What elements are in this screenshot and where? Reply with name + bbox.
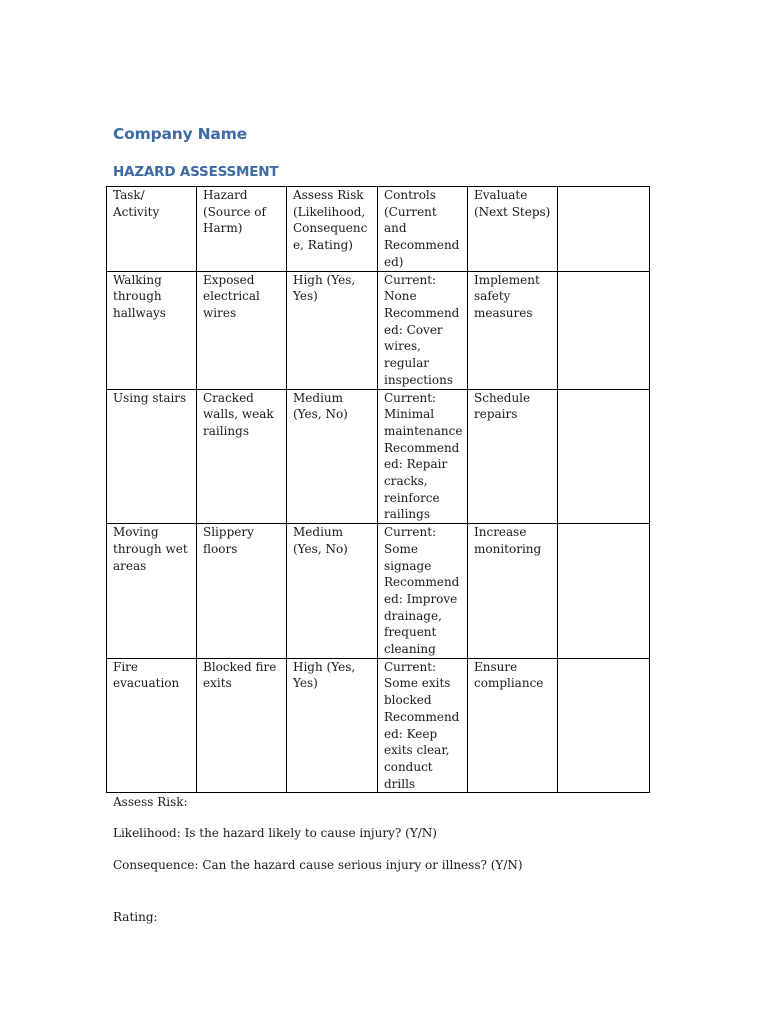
cell-line: drills: [384, 776, 416, 791]
cell-extra: [558, 658, 650, 793]
cell-extra: [558, 271, 650, 389]
cell-line: Moving: [113, 525, 159, 540]
cell-line: through: [113, 289, 162, 304]
cell-line: repairs: [474, 407, 518, 422]
cell-line: conduct: [384, 759, 433, 774]
cell-hazard: [197, 524, 287, 659]
cell-evaluate: [468, 524, 558, 659]
header-cell-evaluate: [468, 187, 558, 272]
cell-line: Recommend: [384, 440, 460, 455]
cell-line: exits: [203, 676, 232, 691]
assess-risk-label: Assess Risk:: [113, 795, 188, 809]
cell-evaluate: [468, 271, 558, 389]
cell-evaluate: [468, 658, 558, 793]
cell-line: electrical: [203, 289, 260, 304]
cell-line: None: [384, 289, 417, 304]
table-row: [107, 271, 650, 389]
cell-line: floors: [203, 541, 238, 556]
cell-line: e, Rating): [293, 238, 353, 253]
cell-task: [107, 389, 197, 524]
cell-line: safety: [474, 289, 511, 304]
table-row: [107, 389, 650, 524]
table-row: [107, 658, 650, 793]
cell-line: (Yes, No): [293, 541, 348, 556]
cell-line: Current:: [384, 272, 437, 287]
cell-line: ed: Repair: [384, 457, 448, 472]
cell-line: Minimal: [384, 407, 435, 422]
cell-line: wires: [203, 305, 237, 320]
cell-assess-risk: [287, 524, 378, 659]
rating-label: Rating:: [113, 910, 158, 924]
cell-line: (Yes, No): [293, 407, 348, 422]
cell-line: exits clear,: [384, 743, 450, 758]
cell-line: hallways: [113, 305, 166, 320]
header-cell-task: [107, 187, 197, 272]
cell-line: Implement: [474, 272, 540, 287]
cell-line: Fire: [113, 659, 139, 674]
cell-line: Exposed: [203, 272, 255, 287]
cell-line: (Source of: [203, 204, 266, 219]
cell-controls: [378, 271, 468, 389]
cell-line: Walking: [113, 272, 162, 287]
table-row: [107, 524, 650, 659]
cell-line: Controls: [384, 188, 436, 202]
cell-line: Increase: [474, 525, 527, 540]
cell-line: monitoring: [474, 541, 542, 556]
cell-line: Current:: [384, 525, 437, 540]
cell-line: Cracked: [203, 390, 254, 405]
cell-line: reinforce: [384, 490, 440, 505]
cell-line: Schedule: [474, 390, 531, 405]
cell-line: Ensure: [474, 659, 518, 674]
header-cell-controls: [378, 187, 468, 272]
cell-line: Assess Risk: [293, 188, 364, 202]
cell-line: Evaluate: [474, 188, 528, 202]
cell-line: Some: [384, 541, 418, 556]
section-title: HAZARD ASSESSMENT: [113, 164, 279, 180]
cell-extra: [558, 524, 650, 659]
cell-line: Harm): [203, 221, 243, 236]
cell-line: Slippery: [203, 525, 254, 540]
cell-line: areas: [113, 558, 147, 573]
cell-line: regular: [384, 356, 429, 371]
cell-hazard: [197, 658, 287, 793]
cell-line: Medium: [293, 525, 344, 540]
cell-line: ed: Improve: [384, 591, 458, 606]
cell-line: railings: [384, 507, 430, 522]
cell-line: Medium: [293, 390, 344, 405]
cell-controls: [378, 524, 468, 659]
cell-line: Activity: [113, 204, 160, 219]
cell-assess-risk: [287, 658, 378, 793]
cell-line: compliance: [474, 676, 544, 691]
cell-line: railings: [203, 423, 249, 438]
cell-task: [107, 271, 197, 389]
cell-line: (Likelihood,: [293, 204, 366, 219]
cell-line: Yes): [293, 289, 318, 304]
cell-line: Yes): [293, 676, 318, 691]
likelihood-note: Likelihood: Is the hazard likely to cause injury? (Y/N): [113, 826, 437, 840]
cell-line: Recommend: [384, 238, 460, 253]
cell-hazard: [197, 271, 287, 389]
cell-task: [107, 524, 197, 659]
cell-line: frequent: [384, 625, 437, 640]
cell-line: (Current and: [384, 204, 437, 236]
table-header-row: [107, 187, 650, 272]
header-cell-assess-risk: [287, 187, 378, 272]
cell-line: cleaning: [384, 642, 436, 657]
cell-line: ed: Keep: [384, 726, 438, 741]
cell-evaluate: [468, 389, 558, 524]
cell-line: Recommend: [384, 575, 460, 590]
header-cell-extra: [558, 187, 650, 272]
cell-line: Some exits: [384, 676, 451, 691]
cell-line: wires,: [384, 339, 421, 354]
cell-line: Task/: [113, 188, 145, 202]
cell-line: measures: [474, 305, 533, 320]
cell-controls: [378, 389, 468, 524]
cell-extra: [558, 389, 650, 524]
cell-line: walls, weak: [203, 407, 274, 422]
cell-controls: [378, 658, 468, 793]
cell-line: Using stairs: [113, 390, 187, 405]
cell-line: (Next Steps): [474, 204, 551, 219]
cell-line: signage: [384, 558, 432, 573]
cell-line: inspections: [384, 372, 453, 387]
cell-line: High (Yes,: [293, 272, 356, 287]
cell-line: cracks,: [384, 474, 428, 489]
cell-line: maintenance: [384, 423, 463, 438]
cell-line: through wet: [113, 541, 188, 556]
cell-line: ed): [384, 254, 404, 269]
cell-line: evacuation: [113, 676, 180, 691]
cell-line: ed: Cover: [384, 322, 443, 337]
hazard-assessment-table: [106, 186, 650, 793]
cell-assess-risk: [287, 271, 378, 389]
consequence-note: Consequence: Can the hazard cause serious injury or illness? (Y/N): [113, 858, 523, 872]
cell-line: Current:: [384, 659, 437, 674]
cell-assess-risk: [287, 389, 378, 524]
cell-line: Recommend: [384, 305, 460, 320]
cell-line: High (Yes,: [293, 659, 356, 674]
cell-line: blocked: [384, 693, 432, 708]
cell-hazard: [197, 389, 287, 524]
cell-line: Recommend: [384, 709, 460, 724]
cell-line: Current:: [384, 390, 437, 405]
cell-line: Hazard: [203, 188, 248, 202]
cell-line: Blocked fire: [203, 659, 277, 674]
header-cell-hazard: [197, 187, 287, 272]
company-name: Company Name: [113, 125, 247, 143]
cell-task: [107, 658, 197, 793]
cell-line: drainage,: [384, 608, 442, 623]
cell-line: Consequenc: [293, 221, 368, 236]
